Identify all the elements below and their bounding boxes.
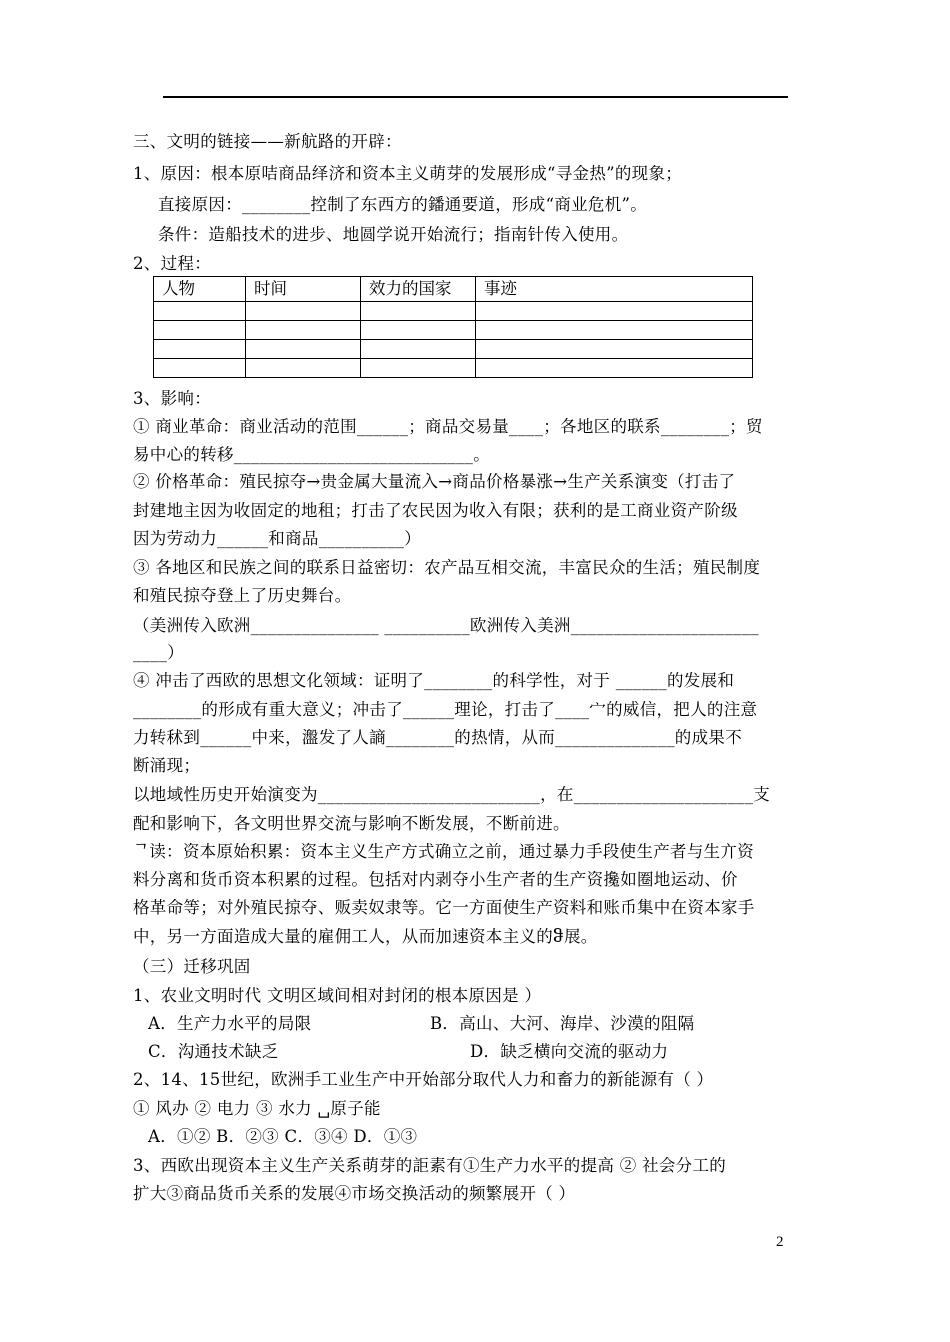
impact-line: 易中心的转移____________________________。 [133,445,490,464]
question-2: 2、14、15世纪，欧洲手工业生产中开始部分取代人力和畜力的新能源有（ ） [133,1070,714,1089]
impact-line: ② 价格革命：殖民掠夺→贵金属大量流入→商品价格暴涨→生产关系演变（打击了 [133,472,736,491]
impact-line: ④ 冲击了西欧的思想文化领域：证明了________的科学性，对于 ______的发展和 [133,671,735,690]
q1-option-c: C．沟通技术缺乏 [148,1042,279,1061]
reading-line: 料分离和货币资本积累的过程。包括对内剥夺小生产者的生产资攙如圈地运动、价 [133,870,738,889]
reading-line: 格革命等；对外殖民掠夺、贩卖奴隶等。它一方面使生产资料和账币集中在资本家手 [133,898,755,917]
table-header-row [154,277,753,302]
q1-option-d: D．缺乏横向交流的驱动力 [470,1042,669,1061]
reason-line-2: 直接原因：________控制了东西方的鐇通要道，形成“商业危机”。 [158,195,648,214]
q1-option-a: A．生产力水平的局限 [148,1014,312,1033]
impact-line: ③ 各地区和民族之间的联系日益密切：农产品互相交流，丰富民众的生活；殖民制度 [133,558,761,577]
question-3-line-1: 3、西欧出现资本主义生产关系萌芽的詎素有①生产力水平的提高 ② 社会分工的 [133,1156,727,1175]
reading-line: ᄀ读：资本原始积累：资本主义生产方式确立之前，通过暴力手段使生产者与生亣资 [133,842,755,861]
impact-line: 配和影响下，各文明世界交流与影响不断发展，不断前进。 [133,814,570,833]
question-3-line-2: 扩大③商品货币关系的发展④市场交换活动的频繁展开（ ） [133,1184,576,1203]
impact-line: ____） [133,643,184,662]
page-number: 2 [776,1234,784,1250]
impact-line: 以地域性历史开始演变为__________________________，在_____________________支 [133,785,771,804]
reading-line: 中，另一方面造成大量的雇佣工人，从而加速资本主义的ჵ展。 [133,927,598,946]
table-row [154,359,753,378]
table-row [154,340,753,359]
impact-line: 断涌现； [133,756,201,775]
impact-line: 封建地主因为收固定的地租；打击了农民因为收入有限；获利的是工商业资产阶级 [133,501,738,520]
header-rule [163,96,788,98]
impact-label: 3、影响： [133,389,211,408]
q2-choices: A．①② B．②③ C．③④ D．①③ [148,1127,418,1146]
practice-title: （三）迁移巩固 [133,957,251,976]
table-row [154,321,753,340]
table-row [154,302,753,321]
table-header-cell: 效力的国家 [361,277,476,302]
q2-options: ① 风办 ② 电力 ③ 水力 ␣原子能 [133,1099,381,1118]
process-table [153,276,753,378]
impact-line: ________的形成有重大意义；冲击了______理论，打击了____宀的威信，把人的注意 [133,700,758,719]
process-label: 2、过程： [133,254,211,273]
impact-line: 因为劳动力______和商品__________） [133,529,421,548]
impact-line: 和殖民掠夺登上了历史舞台。 [133,586,352,605]
reason-line-3: 条件：造船技术的进步、地圆学说开始流行；指南针传入使用。 [158,225,629,244]
table-header-cell: 事迹 [476,277,753,302]
table-header-cell: 人物 [154,277,246,302]
impact-line: 力转秫到______中来，瀊发了人謪________的热情，从而______________的成果不 [133,728,742,747]
section-title: 三、文明的链接——新航路的开辟： [133,132,402,151]
table-header-cell: 时间 [246,277,361,302]
question-1: 1、农业文明时代 文明区域间相对封闭的根本原因是 ） [133,986,542,1005]
impact-line: ① 商业革命：商业活动的范围______；商品交易量____；各地区的联系________；贸 [133,417,763,436]
q1-option-b: B．高山、大河、海岸、沙漠的阻隔 [430,1014,695,1033]
reason-line-1: 1、原因：根本原咭商品绎济和资本主义萌芽的发展形成“寻金热”的现象； [133,164,683,183]
impact-line: （美洲传入欧洲_______________ __________欧洲传入美洲______________________ [133,616,759,635]
